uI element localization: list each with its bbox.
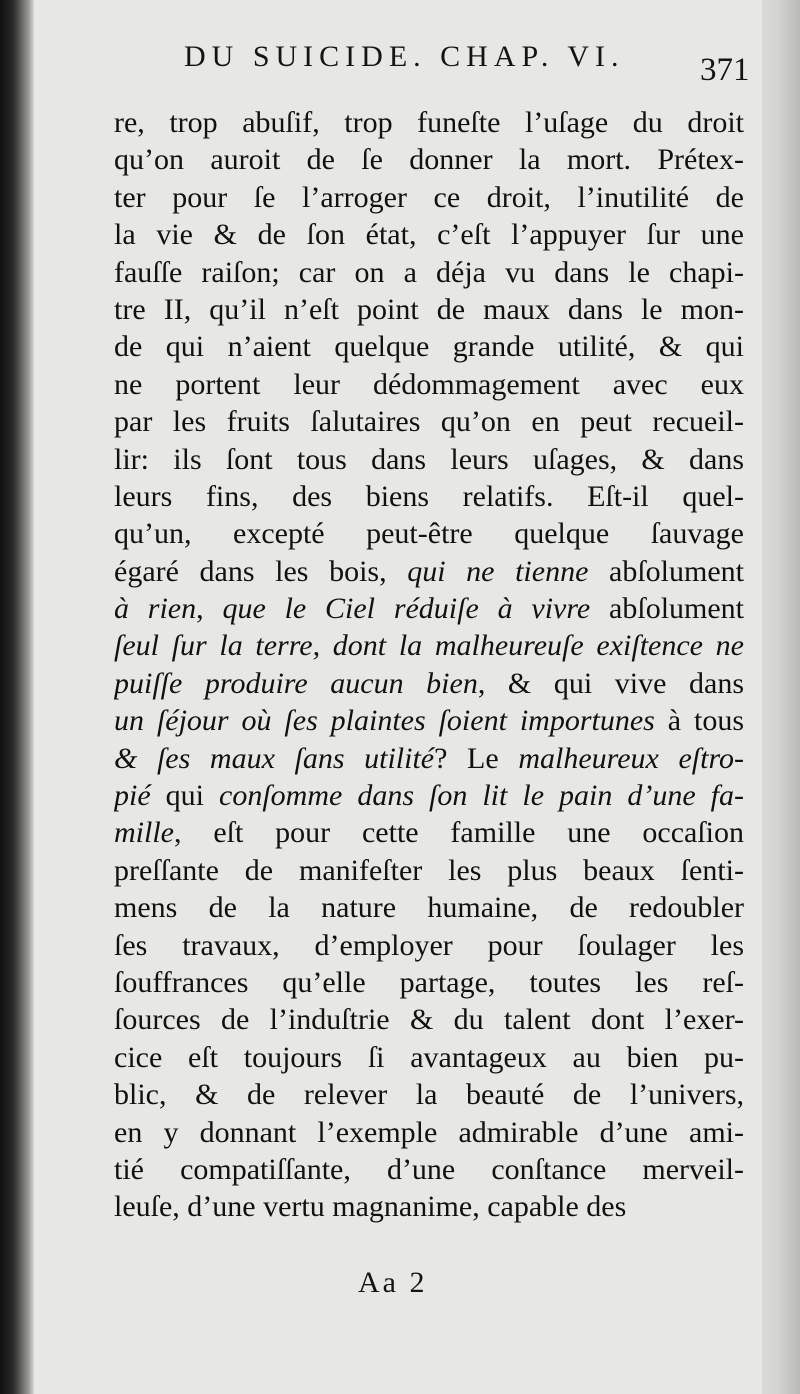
text-line: [114, 104, 744, 141]
italic-text-segment: pié: [114, 779, 151, 813]
text-line: [114, 814, 744, 851]
page-edge: [762, 0, 800, 1394]
text-segment: qui: [150, 779, 220, 813]
text-line: [114, 1151, 744, 1188]
book-page: [34, 0, 762, 1394]
text-segment: fauſſe raiſon; car on a déja vu dans le chapi-: [114, 255, 744, 289]
text-line: [114, 478, 744, 515]
text-segment: qu’on auroit de ſe donner la mort. Prétex-: [114, 143, 744, 177]
italic-text-segment: que le Ciel réduiſe à vivre: [222, 592, 591, 626]
text-segment: mens de la nature humaine, de redoubler: [114, 891, 744, 925]
italic-text-segment: ſeul ſur la terre, dont la malheureuſe exiſtence ne: [114, 629, 744, 663]
text-line: [114, 702, 744, 739]
text-segment: , eſt pour cette famille une occaſion: [174, 816, 744, 850]
text-segment: en y donnant l’exemple admirable d’une ami-: [114, 1115, 744, 1149]
text-segment: tié compatiſſante, d’une conſtance merveil-: [114, 1152, 744, 1186]
italic-text-segment: malheureux eſtro-: [518, 741, 744, 775]
text-line: [114, 852, 744, 889]
text-line: [114, 889, 744, 926]
text-line: [114, 366, 744, 403]
text-line: [114, 254, 744, 291]
text-line: [114, 665, 744, 702]
text-line: [114, 964, 744, 1001]
text-line: [114, 1076, 744, 1113]
italic-text-segment: puiſſe produire aucun bien: [114, 666, 478, 700]
text-segment: tre II, qu’il n’eſt point de maux dans le mon-: [114, 292, 744, 326]
text-line: [114, 403, 744, 440]
text-line: [114, 141, 744, 178]
text-segment: leuſe, d’une vertu magnanime, capable des: [114, 1190, 627, 1224]
text-segment: ne portent leur dédommagement avec eux: [114, 367, 744, 401]
text-line: [114, 1001, 744, 1038]
text-segment: par les fruits ſalutaires qu’on en peut recueil-: [114, 405, 744, 439]
text-segment: abſolument: [588, 554, 744, 588]
text-line: [114, 590, 744, 627]
text-segment: leurs fins, des biens relatifs. Eſt-il quel-: [114, 479, 744, 513]
text-segment: ,: [196, 592, 223, 626]
text-segment: preſſante de manifeſter les plus beaux ſenti-: [114, 853, 744, 887]
italic-text-segment: & ſes maux ſans utilité: [114, 741, 435, 775]
text-line: [114, 179, 744, 216]
signature-mark: Aa 2: [358, 1266, 428, 1299]
text-line: [114, 291, 744, 328]
text-segment: abſolument: [590, 592, 744, 626]
text-segment: re, trop abuſif, trop funeſte l’uſage du droit: [114, 106, 744, 139]
text-segment: ter pour ſe l’arroger ce droit, l’inutilité de: [114, 180, 744, 214]
text-line: [114, 1114, 744, 1151]
italic-text-segment: à rien: [114, 592, 197, 626]
text-line: [114, 328, 744, 365]
text-segment: ſources de l’induſtrie & du talent dont l’exer-: [114, 1003, 744, 1037]
italic-text-segment: mille: [114, 816, 174, 850]
text-line: [114, 553, 744, 590]
text-segment: , & qui vive dans: [477, 666, 744, 700]
text-segment: ſes travaux, d’employer pour ſoulager les: [114, 928, 744, 962]
body-text: [114, 104, 744, 1226]
text-segment: à tous: [654, 704, 744, 738]
text-segment: ſouffrances qu’elle partage, toutes les reſ-: [114, 965, 744, 999]
italic-text-segment: un ſéjour où ſes plaintes ſoient importunes: [114, 704, 655, 738]
text-line: [114, 1188, 744, 1225]
page-number: 371: [700, 52, 750, 88]
text-line: [114, 927, 744, 964]
text-segment: la vie & de ſon état, c’eſt l’appuyer ſur une: [114, 218, 744, 252]
text-line: [114, 1039, 744, 1076]
text-segment: blic, & de relever la beauté de l’univers,: [114, 1078, 744, 1112]
text-segment: lir: ils ſont tous dans leurs uſages, & dans: [114, 442, 744, 476]
text-segment: égaré dans les bois,: [114, 554, 408, 588]
text-segment: cice eſt toujours ſi avantageux au bien pu-: [114, 1040, 744, 1074]
running-head: DU SUICIDE. CHAP. VI.: [184, 40, 625, 73]
text-line: [114, 441, 744, 478]
text-line: [114, 216, 744, 253]
text-line: [114, 740, 744, 777]
italic-text-segment: qui ne tienne: [407, 554, 589, 588]
text-line: [114, 515, 744, 552]
text-segment: ? Le: [434, 741, 519, 775]
italic-text-segment: conſomme dans ſon lit le pain d’une fa-: [219, 779, 744, 813]
text-segment: qu’un, excepté peut-être quelque ſauvage: [114, 517, 744, 551]
text-line: [114, 627, 744, 664]
book-gutter-shadow: [0, 0, 34, 1394]
text-line: [114, 777, 744, 814]
text-segment: de qui n’aient quelque grande utilité, & qui: [114, 330, 744, 364]
